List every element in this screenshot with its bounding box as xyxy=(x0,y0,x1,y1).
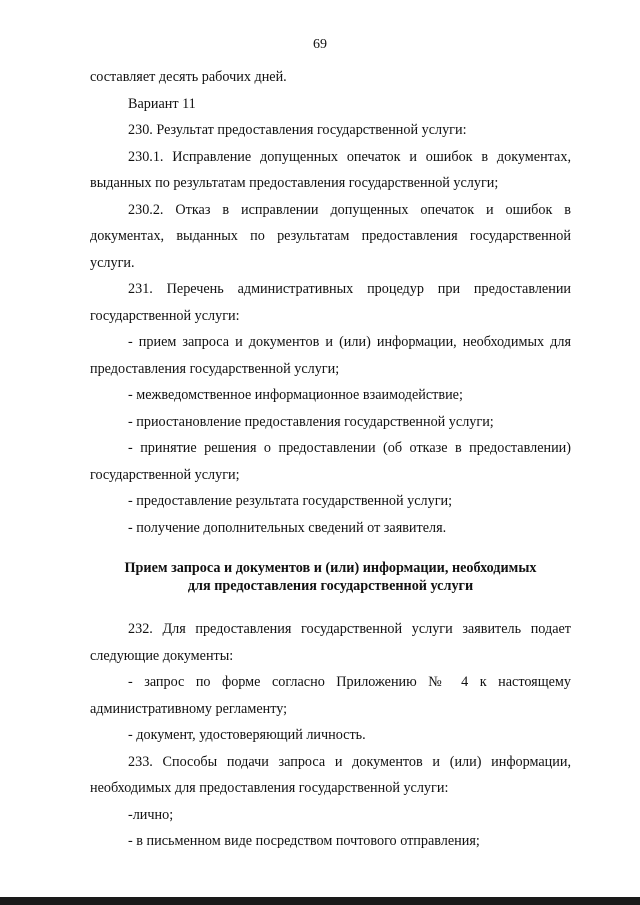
paragraph: - документ, удостоверяющий личность. xyxy=(128,727,366,743)
page-bottom-edge xyxy=(0,897,640,905)
paragraph: 230.2. Отказ в исправлении допущенных опечаток и ошибок в документах, выданных по результатам предоставления государственной услуги. xyxy=(90,201,571,271)
section-heading-line-2: для предоставления государственной услуги xyxy=(187,578,474,594)
paragraph: - в письменном виде посредством почтового отправления; xyxy=(128,833,480,849)
section-heading xyxy=(90,559,571,595)
section-heading-line-1: Прием запроса и документов и (или) информации, необходимых xyxy=(124,560,537,576)
paragraph: Вариант 11 xyxy=(128,95,196,112)
paragraph: 230.1. Исправление допущенных опечаток и ошибок в документах, выданных по результатам предоставления государственной услуги; xyxy=(90,148,571,191)
paragraph: - прием запроса и документов и (или) информации, необходимых для предоставления государственной услуги; xyxy=(90,334,571,377)
paragraph: составляет десять рабочих дней. xyxy=(90,69,287,85)
paragraph: 230. Результат предоставления государственной услуги: xyxy=(128,122,467,138)
paragraph: 233. Способы подачи запроса и документов и (или) информации, необходимых для предоставления государственной услуги: xyxy=(90,753,571,796)
paragraph: - межведомственное информационное взаимодействие; xyxy=(128,387,463,403)
paragraph: 232. Для предоставления государственной услуги заявитель подает следующие документы: xyxy=(90,621,571,664)
paragraph: 231. Перечень административных процедур при предоставлении государственной услуги: xyxy=(90,281,571,324)
paragraph: - приостановление предоставления государственной услуги; xyxy=(128,413,494,430)
text-section-before-heading xyxy=(90,64,571,541)
paragraph: - получение дополнительных сведений от заявителя. xyxy=(128,519,447,536)
document-body xyxy=(90,64,571,855)
paragraph: -лично; xyxy=(128,806,174,823)
paragraph: - предоставление результата государственной услуги; xyxy=(128,493,453,509)
page-number: 69 xyxy=(313,37,327,52)
text-section-after-heading xyxy=(90,616,571,855)
paragraph: - принятие решения о предоставлении (об отказе в предоставлении) государственной услуги; xyxy=(90,440,571,483)
paragraph: - запрос по форме согласно Приложению № 4 к настоящему административному регламенту; xyxy=(90,674,571,717)
